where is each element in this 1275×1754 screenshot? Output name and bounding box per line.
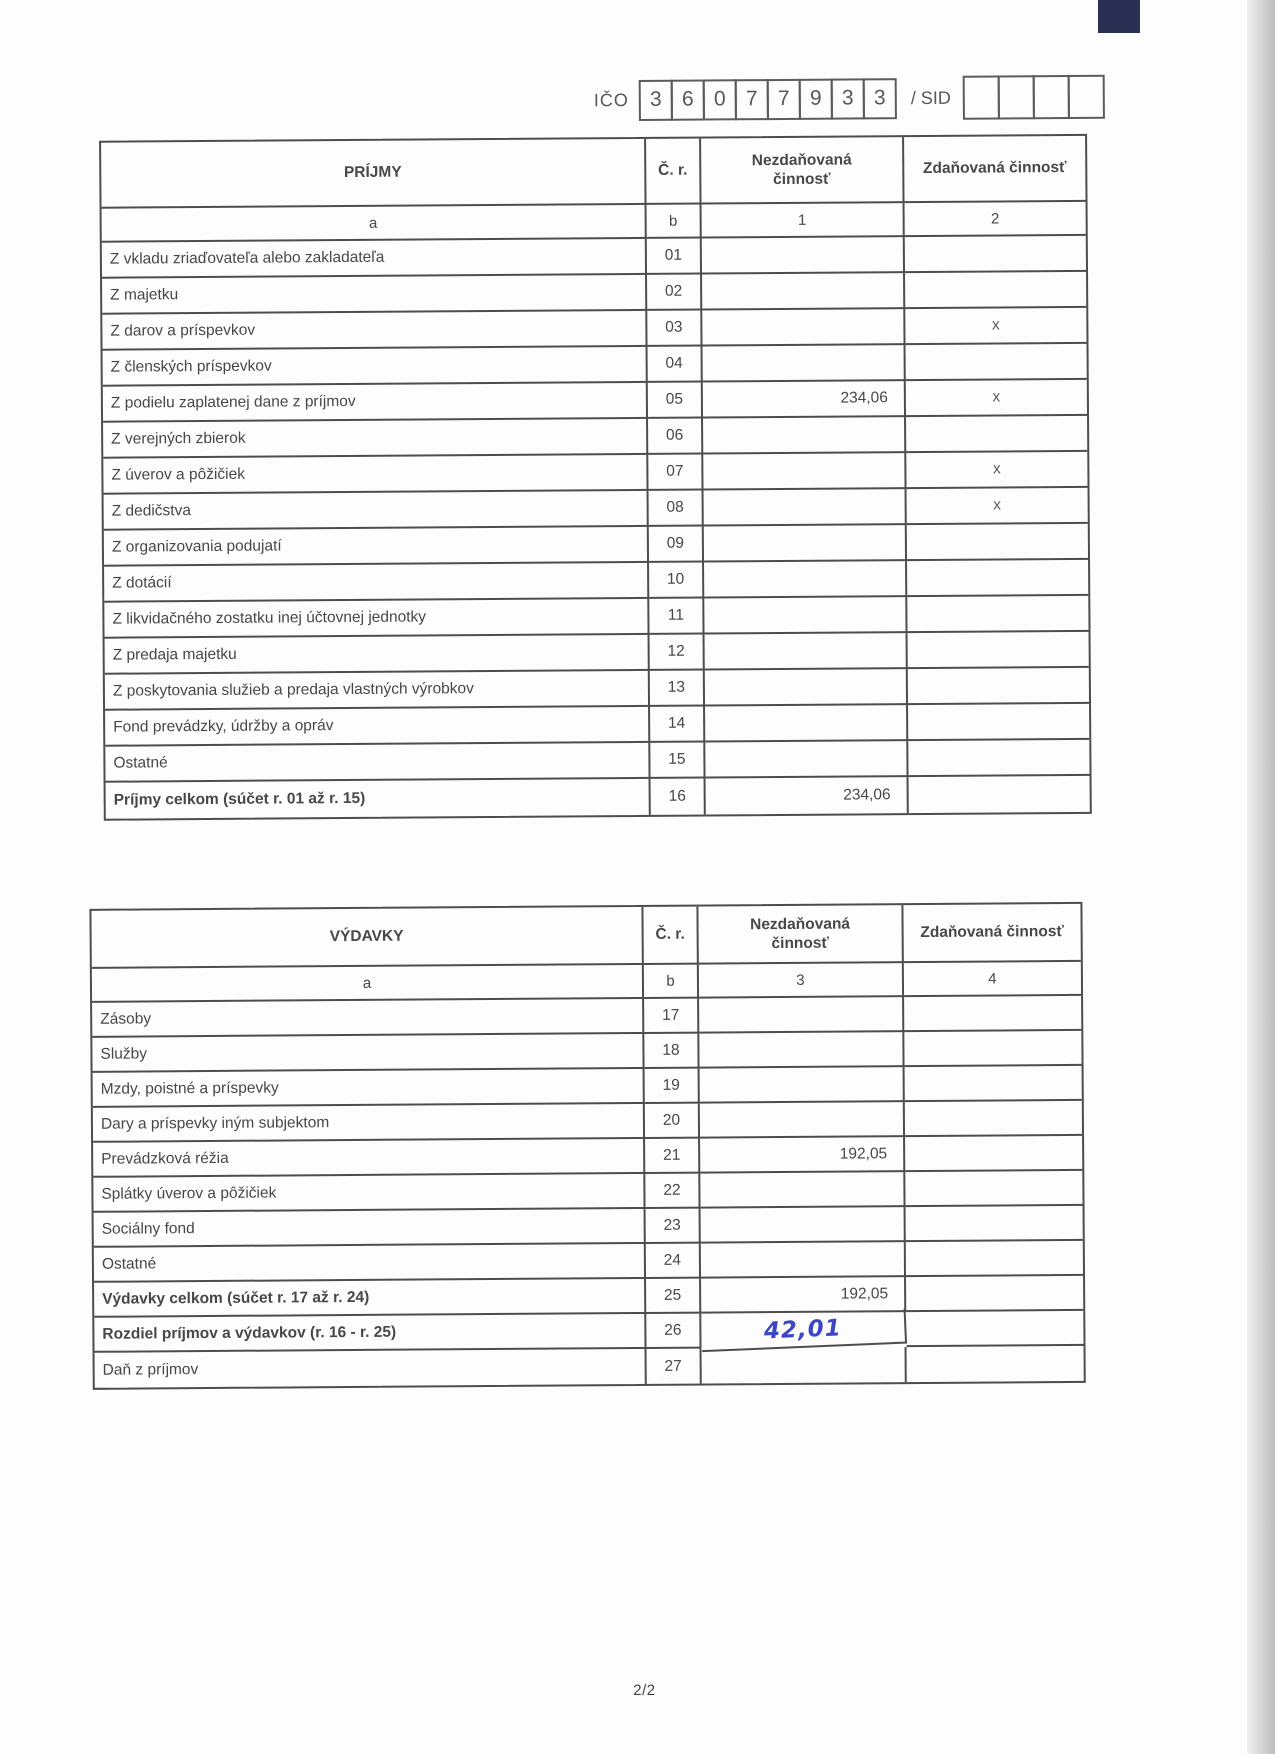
row-number: 09 — [649, 527, 704, 563]
row-label: Dary a príspevky iným subjektom — [93, 1104, 645, 1143]
row-number: 15 — [650, 743, 705, 779]
ico-digit-box: 7 — [767, 78, 801, 119]
income-row-16-total — [106, 776, 1090, 819]
ico-label: IČO — [593, 89, 629, 110]
ico-digit-box: 3 — [831, 78, 865, 119]
row-number: 26 — [646, 1314, 701, 1349]
ico-digit-box: 7 — [735, 79, 769, 120]
untaxed-value — [702, 309, 905, 346]
row-number: 22 — [645, 1174, 700, 1209]
taxed-value — [907, 524, 1088, 561]
row-label: Výdavky celkom (súčet r. 17 až r. 24) — [94, 1279, 646, 1318]
untaxed-value — [703, 345, 906, 382]
ico-digit-box: 3 — [639, 79, 673, 120]
taxed-value — [908, 632, 1089, 669]
taxed-value: x — [906, 380, 1087, 417]
row-number: 05 — [648, 383, 703, 419]
row-label: Ostatné — [105, 743, 650, 783]
row-label: Z poskytovania služieb a predaja vlastných výrobkov — [105, 671, 650, 711]
sid-boxes — [963, 75, 1105, 120]
row-number: 04 — [648, 347, 703, 383]
row-label: Rozdiel príjmov a výdavkov (r. 16 - r. 25) — [94, 1314, 646, 1353]
untaxed-value — [705, 705, 908, 742]
taxed-value — [907, 560, 1088, 597]
taxed-value — [908, 704, 1089, 741]
row-number: 12 — [650, 635, 705, 671]
row-number: 21 — [645, 1139, 700, 1174]
row-label: Príjmy celkom (súčet r. 01 až r. 15) — [106, 779, 651, 819]
expense-row-27 — [95, 1346, 1084, 1388]
row-number: 01 — [647, 239, 702, 275]
untaxed-value — [701, 1207, 906, 1243]
income-table-header — [101, 136, 1085, 209]
taxed-value — [906, 1311, 1083, 1347]
untaxed-value — [700, 1102, 905, 1138]
taxed-value: x — [905, 308, 1086, 345]
row-label: Z majetku — [102, 275, 647, 315]
untaxed-column-header-label: Nezdaňovaná činnosť — [751, 151, 852, 189]
ico-digit-boxes — [639, 78, 897, 121]
handwritten-difference-value: 42,01 — [701, 1309, 907, 1353]
taxed-value — [906, 1241, 1083, 1277]
income-table — [99, 134, 1092, 821]
taxed-value: x — [906, 452, 1087, 489]
untaxed-value — [705, 633, 908, 670]
row-label: Z darov a príspevkov — [102, 311, 647, 351]
row-number: 07 — [648, 455, 703, 491]
row-label: Z dedičstva — [104, 491, 649, 531]
row-number: 11 — [649, 599, 704, 635]
untaxed-value — [705, 669, 908, 706]
row-number: 03 — [647, 311, 702, 347]
sid-box — [1033, 75, 1070, 119]
ico-digit-box: 0 — [703, 79, 737, 120]
income-table-title: PRÍJMY — [101, 139, 646, 209]
subheader-b: b — [644, 965, 699, 999]
subheader-b: b — [647, 205, 702, 239]
expense-table — [89, 902, 1085, 1390]
row-label: Z likvidačného zostatku inej účtovnej jednotky — [104, 599, 649, 639]
untaxed-value — [703, 417, 906, 454]
untaxed-value — [702, 273, 905, 310]
row-number: 02 — [647, 275, 702, 311]
untaxed-value — [704, 525, 907, 562]
expense-table-header — [91, 904, 1080, 969]
untaxed-value: 234,06 — [706, 777, 909, 814]
ico-digit-box: 6 — [671, 79, 705, 120]
taxed-value — [908, 740, 1089, 777]
row-label: Z verejných zbierok — [103, 419, 648, 459]
untaxed-value — [705, 741, 908, 778]
row-label: Fond prevádzky, údržby a opráv — [105, 707, 650, 747]
row-label: Splátky úverov a pôžičiek — [93, 1174, 645, 1213]
row-number: 19 — [645, 1069, 700, 1104]
untaxed-value: 192,05 — [701, 1277, 906, 1313]
row-label: Z vkladu zriaďovateľa alebo zakladateľa — [102, 239, 647, 279]
taxed-value — [909, 776, 1090, 813]
row-label: Sociálny fond — [94, 1209, 646, 1248]
taxed-value — [906, 1206, 1083, 1242]
row-number: 20 — [645, 1104, 700, 1139]
untaxed-value — [702, 1347, 907, 1383]
ico-digit-box: 3 — [863, 78, 897, 119]
subheader-a: a — [102, 205, 647, 243]
subheader-3: 3 — [699, 963, 904, 998]
expense-table-title: VÝDAVKY — [91, 907, 643, 969]
untaxed-column-header-label: Nezdaňovaná činnosť — [750, 915, 851, 953]
row-number-column-header: Č. r. — [643, 907, 698, 965]
row-label: Ostatné — [94, 1244, 646, 1283]
taxed-value — [906, 1276, 1083, 1312]
taxed-value — [907, 596, 1088, 633]
taxed-value — [905, 236, 1086, 273]
untaxed-value: 192,05 — [700, 1137, 905, 1173]
taxed-value — [908, 668, 1089, 705]
row-number: 18 — [644, 1034, 699, 1069]
row-number: 08 — [649, 491, 704, 527]
untaxed-value — [704, 561, 907, 598]
untaxed-value — [700, 1067, 905, 1103]
row-label: Z členských príspevkov — [103, 347, 648, 387]
row-number: 23 — [646, 1209, 701, 1244]
untaxed-value — [702, 237, 905, 274]
row-number: 13 — [650, 671, 705, 707]
row-number-column-header: Č. r. — [646, 139, 701, 205]
row-number: 14 — [650, 707, 705, 743]
taxed-column-header: Zdaňovaná činnosť — [903, 904, 1080, 963]
untaxed-column-header — [698, 905, 903, 964]
taxed-value — [905, 1066, 1082, 1102]
row-number: 16 — [651, 779, 706, 815]
sid-label: / SID — [910, 87, 951, 108]
taxed-column-header: Zdaňovaná činnosť — [904, 136, 1085, 203]
subheader-2: 2 — [905, 202, 1086, 237]
row-number: 27 — [647, 1349, 702, 1384]
sid-box — [998, 75, 1035, 119]
untaxed-value — [699, 997, 904, 1033]
subheader-a: a — [92, 965, 644, 1003]
row-number: 25 — [646, 1279, 701, 1314]
subheader-1: 1 — [702, 203, 905, 238]
row-label: Z predaja majetku — [105, 635, 650, 675]
page-number: 2/2 — [633, 1681, 656, 1700]
row-label: Zásoby — [92, 999, 644, 1038]
ico-sid-header — [594, 75, 1105, 123]
untaxed-value — [703, 453, 906, 490]
sid-box — [963, 75, 1000, 119]
untaxed-value — [704, 597, 907, 634]
row-number: 17 — [644, 999, 699, 1034]
ico-digit-box: 9 — [799, 78, 833, 119]
row-label: Daň z príjmov — [95, 1349, 647, 1388]
subheader-4: 4 — [904, 962, 1081, 997]
row-number: 06 — [648, 419, 703, 455]
taxed-value — [907, 1346, 1084, 1382]
row-label: Z podielu zaplatenej dane z príjmov — [103, 383, 648, 423]
untaxed-value — [704, 489, 907, 526]
taxed-value — [905, 272, 1086, 309]
taxed-value — [905, 1171, 1082, 1207]
taxed-value — [905, 1136, 1082, 1172]
row-number: 10 — [649, 563, 704, 599]
untaxed-value: 234,06 — [703, 381, 906, 418]
untaxed-value — [701, 1242, 906, 1278]
taxed-value — [906, 416, 1087, 453]
taxed-value — [905, 1101, 1082, 1137]
taxed-value — [904, 996, 1081, 1032]
row-label: Prevádzková réžia — [93, 1139, 645, 1178]
untaxed-value — [699, 1032, 904, 1068]
untaxed-column-header — [701, 137, 904, 204]
row-label: Z úverov a pôžičiek — [103, 455, 648, 495]
taxed-value — [906, 344, 1087, 381]
taxed-value: x — [907, 488, 1088, 525]
row-label: Z dotácií — [104, 563, 649, 603]
row-number: 24 — [646, 1244, 701, 1279]
taxed-value — [904, 1031, 1081, 1067]
row-label: Služby — [92, 1034, 644, 1073]
sid-box — [1068, 75, 1105, 119]
untaxed-value — [700, 1172, 905, 1208]
row-label: Mzdy, poistné a príspevky — [93, 1069, 645, 1108]
row-label: Z organizovania podujatí — [104, 527, 649, 567]
